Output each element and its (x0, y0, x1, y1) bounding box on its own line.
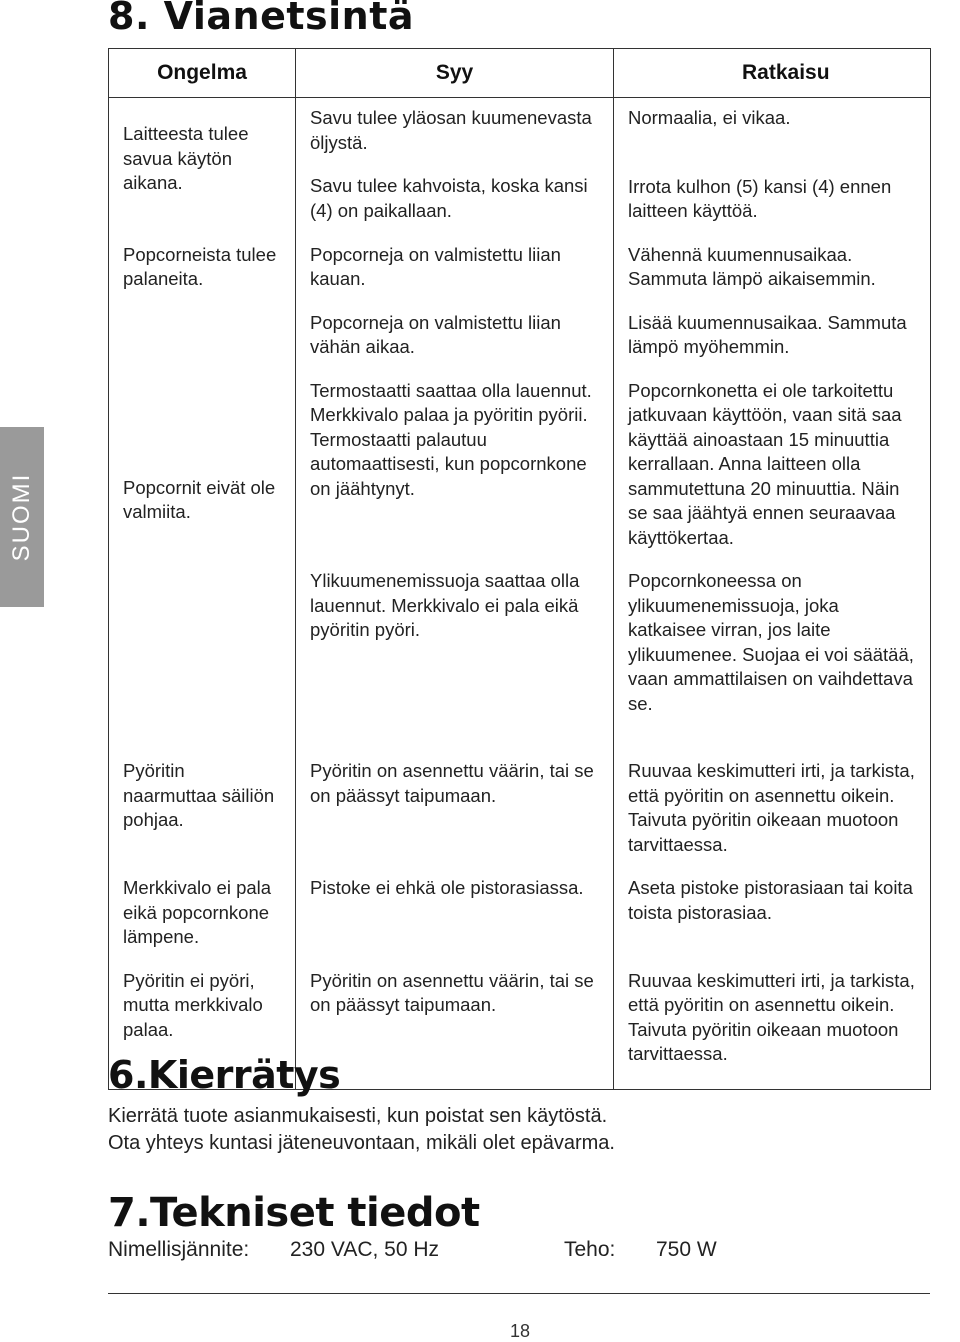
power-label: Teho: (564, 1238, 616, 1261)
section-title-recycling: 6.Kierrätys (108, 1053, 341, 1097)
header-cause: Syy (296, 49, 614, 98)
recycling-text-line: Kierrätä tuote asianmukaisesti, kun poistat sen käytöstä. (108, 1105, 608, 1127)
table-row (109, 98, 931, 224)
solution-cell: Irrota kulhon (5) kansi (4) ennen laitteen käyttöä. (628, 175, 892, 221)
solution-cell: Normaalia, ei vikaa. (628, 107, 791, 128)
recycling-text-line: Ota yhteys kuntasi jäteneuvontaan, mikäli olet epävarma. (108, 1132, 615, 1154)
problem-cell: Merkkivalo ei pala eikä popcornkone lämpene. (123, 877, 272, 947)
cause-cell: Popcorneja on valmistettu liian kauan. (310, 243, 561, 289)
language-tab (0, 427, 44, 607)
problem-cell: Laitteesta tulee savua käytön aikana. (123, 123, 249, 193)
solution-cell: Aseta pistoke pistorasiaan tai koita toista pistorasiaa. (628, 877, 913, 923)
cause-cell: Pistoke ei ehkä ole pistorasiassa. (310, 877, 584, 898)
troubleshooting-table (108, 48, 931, 1090)
cause-cell: Pyöritin on asennettu väärin, tai se on päässyt taipumaan. (310, 969, 594, 1015)
language-tab-label: SUOMI (8, 472, 35, 562)
solution-cell: Ruuvaa keskimutteri irti, ja tarkista, että pyöritin on asennettu oikein. Taivuta pyöritin oikeaan muotoon tarvittaessa. (628, 969, 915, 1064)
cause-cell: Termostaatti saattaa olla lauennut. Merkkivalo palaa ja pyöritin pyörii. Termostaatti palautuu automaattisesti, kun popcornkone on jäähtynyt. (310, 379, 592, 499)
solution-cell: Lisää kuumennusaikaa. Sammuta lämpö myöhemmin. (628, 311, 907, 357)
voltage-value: 230 VAC, 50 Hz (290, 1238, 440, 1261)
header-solution: Ratkaisu (614, 49, 931, 98)
section-title-troubleshooting: 8. Vianetsintä (108, 0, 415, 38)
table-header-row (109, 49, 931, 98)
problem-cell: Pyöritin ei pyöri, mutta merkkivalo palaa. (123, 969, 263, 1040)
table-row (109, 292, 931, 360)
table-row (109, 360, 931, 741)
solution-cell: Popcornkoneessa on ylikuumenemissuoja, joka katkaisee virran, jos laite ylikuumenee. Suojaa ei voi säätää, vaan ammattilaisen on vaihdettava se. (628, 570, 914, 714)
table-row (109, 224, 931, 292)
problem-cell: Popcornit eivät ole valmiita. (123, 476, 276, 522)
table-row (109, 857, 931, 950)
cause-cell: Savu tulee kahvoista, koska kansi (4) on paikallaan. (310, 175, 588, 221)
cause-cell: Popcorneja on valmistettu liian vähän aikaa. (310, 311, 561, 357)
cause-cell: Pyöritin on asennettu väärin, tai se on päässyt taipumaan. (310, 760, 594, 806)
power-value: 750 W (656, 1238, 717, 1261)
problem-cell: Pyöritin naarmuttaa säiliön pohjaa. (123, 760, 275, 830)
cause-cell: Savu tulee yläosan kuumenevasta öljystä. (310, 107, 592, 153)
header-problem: Ongelma (109, 49, 296, 98)
footer-divider (108, 1293, 930, 1294)
solution-cell: Popcornkonetta ei ole tarkoitettu jatkuvaan käyttöön, vaan sitä saa käyttää ainoastaan 15 minuuttia kerrallaan. Anna laitteen olla sammutettuna 20 minuuttia. Näin se saa jäähtyä ennen seuraavaa käyttökertaa. (628, 379, 902, 548)
solution-cell: Ruuvaa keskimutteri irti, ja tarkista, että pyöritin on asennettu oikein. Taivuta pyöritin oikeaan muotoon tarvittaessa. (628, 760, 915, 855)
problem-cell: Popcorneista tulee palaneita. (123, 243, 277, 289)
section-title-technical-data: 7.Tekniset tiedot (108, 1190, 480, 1236)
page-number: 18 (509, 1321, 531, 1341)
solution-cell: Vähennä kuumennusaikaa. Sammuta lämpö aikaisemmin. (628, 243, 876, 289)
cause-cell: Ylikuumenemissuoja saattaa olla lauennut. Merkkivalo ei pala eikä pyöritin pyöri. (310, 570, 580, 640)
table-row (109, 740, 931, 857)
voltage-label: Nimellisjännite: (108, 1238, 250, 1261)
